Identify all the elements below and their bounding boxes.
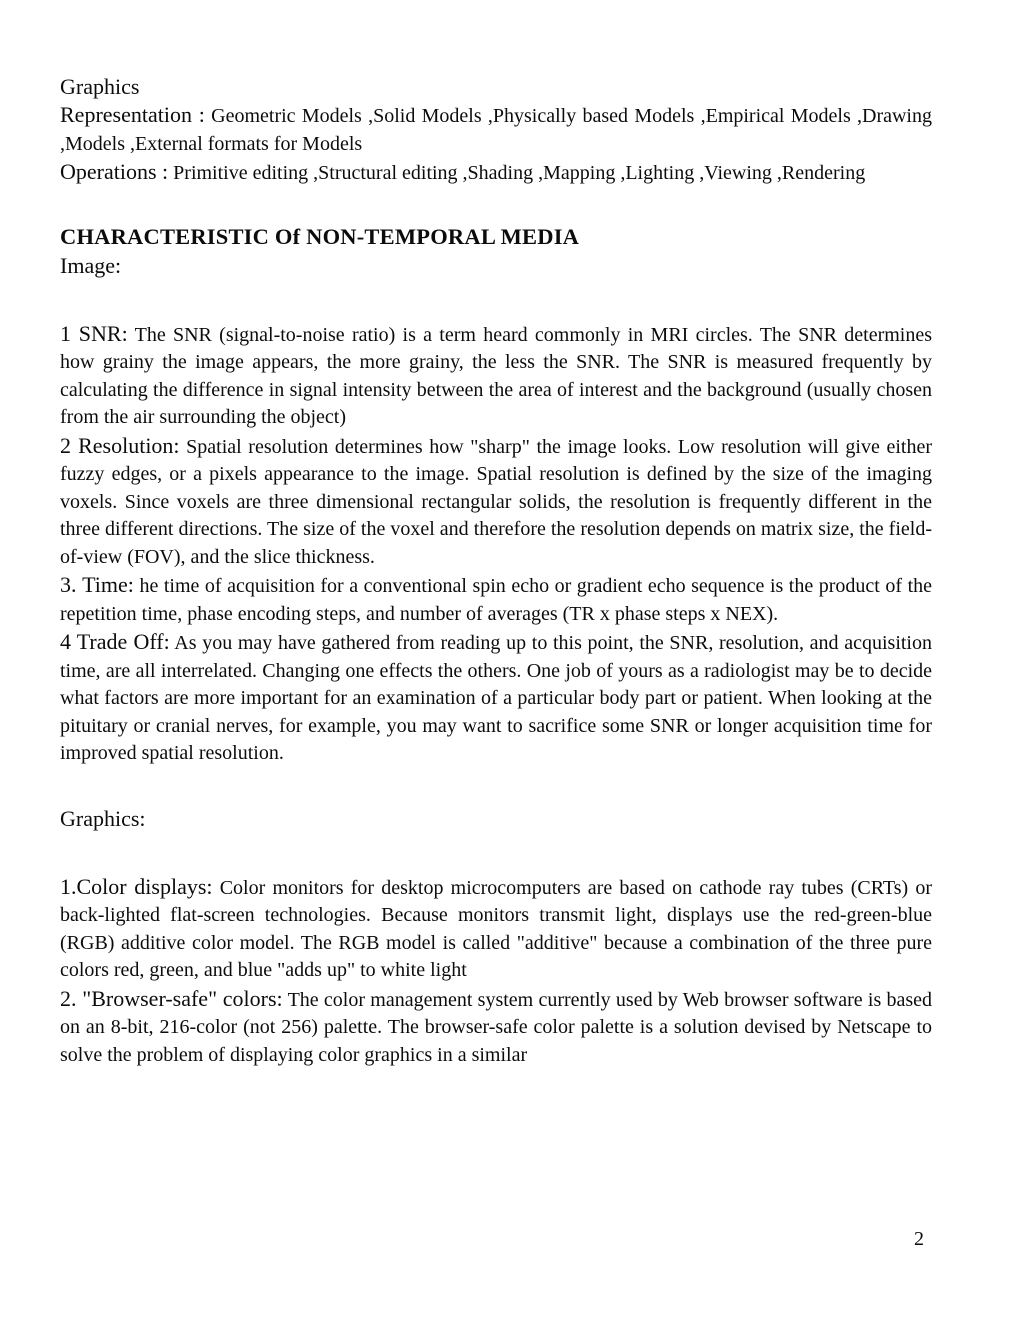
section-heading-non-temporal-media: CHARACTERISTIC Of NON-TEMPORAL MEDIA bbox=[60, 223, 580, 249]
resolution-paragraph bbox=[60, 432, 932, 572]
resolution-text: Spatial resolution determines how "sharp" the image looks. Low resolution will give either fuzzy edges, or a pixels appearance to the image. Spatial resolution is defined by the size of the imaging voxels. Since voxels are three dimensional rectangular solids, the resolution is frequently different in the three different directions. The size of the voxel and therefore the resolution depends on matrix size, the field-of-view (FOV), and the slice thickness. bbox=[60, 435, 932, 568]
snr-label: 1 SNR: bbox=[60, 320, 128, 346]
resolution-label: 2 Resolution: bbox=[60, 432, 180, 458]
representation-label: Representation : bbox=[60, 102, 205, 127]
representation-paragraph bbox=[60, 101, 932, 158]
operations-text: Primitive editing ,Structural editing ,Shading ,Mapping ,Lighting ,Viewing ,Rendering bbox=[173, 162, 866, 184]
browser-safe-colors-label: 2. "Browser-safe" colors: bbox=[60, 985, 283, 1011]
time-paragraph bbox=[60, 571, 932, 628]
trade-off-label: 4 Trade Off: bbox=[60, 629, 170, 654]
intro-title: Graphics bbox=[60, 74, 140, 99]
section-heading-graphics: Graphics: bbox=[60, 805, 146, 831]
snr-text: The SNR (signal-to-noise ratio) is a term heard commonly in MRI circles. The SNR determines how grainy the image appears, the more grainy, the less the SNR. The SNR is measured frequently by calculating the difference in signal intensity between the area of interest and the background (usually chosen from the air surrounding the object) bbox=[60, 323, 932, 428]
page-number: 2 bbox=[914, 1228, 924, 1250]
color-displays-paragraph bbox=[60, 873, 932, 985]
trade-off-text: As you may have gathered from reading up to this point, the SNR, resolution, and acquisition time, are all interrelated. Changing one effects the others. One job of yours as a radiologist may be to decide what factors are more important for an examination of a particular body part or patient. When looking at the pituitary or cranial nerves, for example, you may want to sacrifice some SNR or longer acquisition time for improved spatial resolution. bbox=[60, 632, 932, 764]
operations-label: Operations : bbox=[60, 159, 169, 184]
browser-safe-colors-text: The color management system currently used by Web browser software is based on an 8-bit, 216-color (not 256) palette. The browser-safe color palette is a solution devised by Netscape to solve the problem of displaying color graphics in a similar bbox=[60, 988, 933, 1066]
snr-paragraph bbox=[60, 320, 932, 432]
time-label: 3. Time: bbox=[60, 572, 134, 597]
trade-off-paragraph bbox=[60, 628, 932, 768]
representation-text: Geometric Models ,Solid Models ,Physically based Models ,Empirical Models ,Drawing ,Models ,External formats for Models bbox=[60, 105, 932, 155]
section-subheading-image: Image: bbox=[60, 252, 122, 278]
color-displays-text: Color monitors for desktop microcomputers are based on cathode ray tubes (CRTs) or back-lighted flat-screen technologies. Because monitors transmit light, displays use the red-green-blue (RGB) additive color model. The RGB model is called "additive" because a combination of the three pure colors red, green, and blue "adds up" to white light bbox=[60, 876, 933, 981]
operations-paragraph bbox=[60, 158, 932, 188]
color-displays-label: 1.Color displays: bbox=[60, 873, 213, 899]
document-page-content bbox=[60, 72, 932, 1069]
browser-safe-colors-paragraph bbox=[60, 985, 932, 1070]
time-text: he time of acquisition for a conventional spin echo or gradient echo sequence is the product of the repetition time, phase encoding steps, and number of averages (TR x phase steps x NEX). bbox=[60, 575, 933, 625]
